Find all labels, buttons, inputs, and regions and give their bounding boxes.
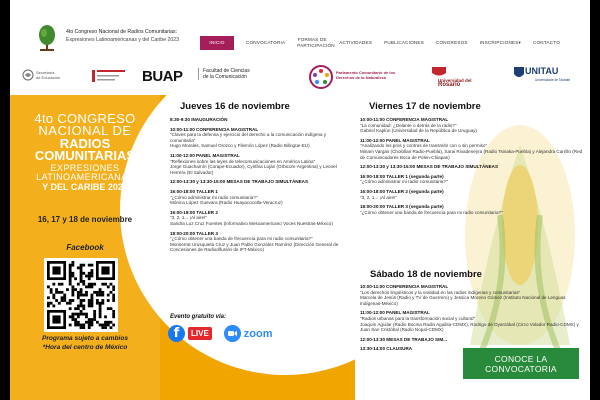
tree-logo-icon[interactable] (32, 24, 62, 52)
nav-convocatoria[interactable]: CONVOCATORIA (246, 40, 286, 45)
schedule-time: 16:00-18:00 TALLER 2 (segunda parte) (360, 188, 444, 194)
unitau-sub: Universidade de Taubaté (535, 78, 571, 82)
schedule-block (360, 138, 585, 160)
cta-line1: CONOCE LA (494, 353, 548, 364)
unitau-shield-icon (513, 66, 525, 80)
schedule-time: 8:30-9:30 INAUGURACIÓN (170, 117, 228, 122)
program-note (10, 334, 160, 352)
title-line1: 4to CONGRESO (34, 111, 136, 126)
evento-gratuito: Evento gratuito vía: (170, 314, 227, 320)
buap-faculty (198, 68, 250, 80)
schedule-block (360, 284, 585, 306)
day3-title: Sábado 18 de noviembre (370, 269, 482, 280)
buap-sub1: Facultad de Ciencias (203, 68, 250, 74)
zoom-label[interactable]: zoom (243, 327, 273, 340)
schedule-block (360, 337, 585, 343)
schedule-block (170, 231, 350, 253)
schedule-desc: "Analizando los pros y contras de transmitir con o sin permiso" Miriam Vargas (Cholollan Radio-Puebla), Sarai Rivadeneyra (Radio Tsinaka-Puebla) y Alejandra Carrillo (Red de Comunicadores Boca de Polen-Chiapas) (360, 143, 583, 160)
nav-formas-participacion[interactable]: FORMAS DE PARTICIPACIÓN (297, 37, 335, 48)
parlamento-text (336, 70, 416, 80)
nav-inicio[interactable]: INICIO (200, 36, 234, 50)
buap-logo: BUAP (142, 68, 183, 85)
schedule-desc: "3, 2, 1... ¡Al aire!" (360, 194, 397, 200)
schedule-time: 10:00-11:00 CONFERENCIA MAGISTRAL (360, 117, 449, 122)
schedule-desc: "Reflexiones sobre las leyes de telecomunicaciones en América Latina" Jorge Guachamín (Corape-Ecuador), Cynthia Luján (Orbicom-Argentina) y Leonel Herrera (El Salvador) (170, 158, 337, 175)
title-line7: Y DEL CARIBE 2023 (42, 182, 128, 192)
title-line3: RADIOS (59, 136, 111, 151)
streaming-platforms (168, 325, 273, 342)
sep-line1: Secretaría (36, 70, 55, 75)
day2-title: Viernes 17 de noviembre (369, 101, 481, 112)
title-line4: COMUNITARIAS (34, 148, 136, 163)
schedule-block (360, 117, 585, 134)
schedule-time: 12:00-13:30 MESAS DE TRABAJO SIM... (360, 336, 448, 342)
nav-publicaciones[interactable]: PUBLICACIONES (384, 40, 424, 45)
cta-line2: CONVOCATORIA (485, 363, 557, 374)
day1-title: Jueves 16 de noviembre (180, 101, 290, 112)
site-title-line2: Expresiones Latinoamericanas y del Caribe 2023 (66, 37, 180, 43)
schedule-time: 18:00-20:00 TALLER 3 (170, 230, 218, 236)
schedule-time: 12:00-13:30 y 13:30-15:00 MESAS DE TRABAJO SIMULTÁNEAS (360, 164, 499, 170)
day1-header (180, 101, 290, 112)
schedule-block (170, 117, 350, 123)
rosario-line2: Rosario (438, 82, 461, 88)
chevron-down-icon: ▾ (518, 40, 522, 45)
nav-actividades[interactable]: ACTIVIDADES (339, 40, 373, 45)
day3-schedule (360, 284, 585, 356)
site-title-line1: 4to Congreso Nacional de Radios Comunitarias: (66, 29, 178, 35)
congress-title (10, 112, 160, 192)
site-header (10, 0, 590, 60)
buap-sub2: de la Comunicación (203, 74, 247, 80)
unitau-logo: UNITAU (525, 66, 559, 76)
sep-logo-text (36, 70, 60, 80)
note-line1: Programa sujeto a cambios (41, 335, 129, 342)
page (10, 0, 590, 400)
conoce-convocatoria-button[interactable] (463, 348, 579, 379)
cta-label (485, 354, 557, 374)
main-nav (200, 34, 566, 52)
parlamento-line2: Derechos de la Naturaleza (336, 75, 386, 80)
schedule-block (170, 179, 350, 185)
schedule-time: 12:00-13:30 y 13:30-15:00 MESAS DE TRABAJO SIMULTÁNEAS (170, 179, 309, 185)
schedule-block (360, 204, 585, 215)
day1-schedule (170, 117, 350, 257)
facebook-icon[interactable]: f (168, 325, 185, 342)
qr-code-icon (47, 261, 115, 329)
schedule-time: 10:00-11:00 CONFERENCIA MAGISTRAL (360, 284, 449, 289)
conceptep-logo-icon (92, 68, 126, 84)
schedule-desc: "¿Cómo administrar mi radio comunitaria?" Mónica López Guevara (Radio Huayacocotla-Veracruz) (170, 194, 283, 206)
schedule-desc: "¿Cómo administrar mi radio comunitaria?" (360, 179, 448, 185)
nav-contacto[interactable]: CONTACTO (533, 40, 560, 45)
rosario-shield-icon (430, 66, 448, 78)
title-line6: LATINOAMERICANAS (36, 172, 134, 182)
zoom-icon[interactable] (224, 325, 241, 342)
schedule-desc: "3, 2, 1... ¡Al aire!" Sandra Luz Cruz Fuentes (Informativo Mesoamericano Voces Nuestras-México) (170, 215, 333, 226)
note-line2: *Hora del centro de México (42, 344, 128, 351)
schedule-time: 11:00-12:00 PANEL MAGISTRAL (170, 152, 240, 158)
schedule-time: 10:00-11:00 CONFERENCIA MAGISTRAL (170, 126, 259, 132)
nav-congresos[interactable]: CONGRESOS (435, 40, 468, 45)
parlamento-line1: Parlamento Comunitario de los (336, 70, 396, 75)
schedule-desc: "Claves para la defensa y ejercicio del derecho a la comunicación indígena y comunitaria" Hugo Morales, Samuel Orozco y Filemón López (Radio Bilingüe-EU) (170, 132, 327, 149)
schedule-time: 18:00-20:00 TALLER 3 (segunda parte) (360, 204, 444, 210)
nav-inscripciones[interactable] (474, 40, 527, 46)
schedule-desc: "¿Cómo obtener una banda de frecuencia para mi radio comunitaria?" (360, 209, 503, 215)
schedule-block (360, 189, 585, 200)
schedule-block (170, 153, 350, 175)
schedule-time: 16:00-18:00 TALLER 1 (170, 188, 218, 194)
program-poster (10, 95, 590, 400)
schedule-block (360, 310, 585, 332)
day3-header (370, 269, 482, 280)
facebook-label: Facebook (66, 243, 104, 252)
schedule-desc: "¿Cómo obtener una banda de frecuencia para mi radio comunitaria?" Monserrat Urusquieta Cruz y Juan Pablo González Ramírez (Dirección General de Concesiones de Radiodifusión de IFT-México) (170, 236, 339, 253)
congress-dates: 16, 17 y 18 de noviembre (37, 215, 133, 224)
sponsor-logos (10, 60, 590, 95)
schedule-desc: "Radios urbanas para la transformación social y cultural" Joaquín Aguilar (Radio Bocina Radio Aguilita-CDMX), Rodrigo de Oyarzábal (Circo Volador Radio-CDMX) y Juan San Cristóbal (Radio Nopal-CDMX) (360, 315, 579, 333)
rosario-line1: Universidad del (438, 78, 472, 83)
schedule-block (170, 210, 350, 227)
schedule-block (170, 189, 350, 206)
schedule-time: 13:30-14:00 CLAUSURA (360, 346, 413, 352)
schedule-time: 11:00-12:00 PANEL MAGISTRAL (360, 310, 430, 316)
schedule-time: 16:00-18:00 TALLER 1 (segunda parte) (360, 173, 444, 179)
schedule-block (360, 174, 585, 185)
schedule-desc: "Los derechos lingüísticos y la oralidad en las radios indígenas y comunitarias" Marcela de Jesús (Radio y TV de Guerrero) y Jessica Moreno Gómez (Instituto Nacional de Lenguas Indígenas-México) (360, 289, 566, 306)
nav-inscripciones-label: INSCRIPCIONES (479, 40, 519, 45)
parlamento-logo-icon (308, 64, 334, 90)
schedule-block (170, 127, 350, 149)
schedule-time: 11:00-12:00 PANEL MAGISTRAL (360, 137, 430, 143)
facebook-qr-code[interactable] (44, 258, 118, 332)
title-line5: EXPRESIONES (50, 163, 120, 173)
schedule-desc: "La comunidad: ¿Delante o detrás de la radio?" Gabriel Kaplún (Universidad de la República de Uruguay) (360, 122, 477, 134)
title-line2: NACIONAL DE (38, 123, 132, 138)
day2-header (369, 101, 481, 112)
rosario-text (438, 78, 472, 88)
sep-line2: de Educación (36, 75, 61, 80)
schedule-block (360, 164, 585, 170)
schedule-time: 16:00-18:00 TALLER 2 (170, 209, 218, 215)
day2-schedule (360, 117, 585, 219)
live-badge[interactable]: LIVE (188, 327, 212, 340)
site-title[interactable] (66, 28, 196, 44)
